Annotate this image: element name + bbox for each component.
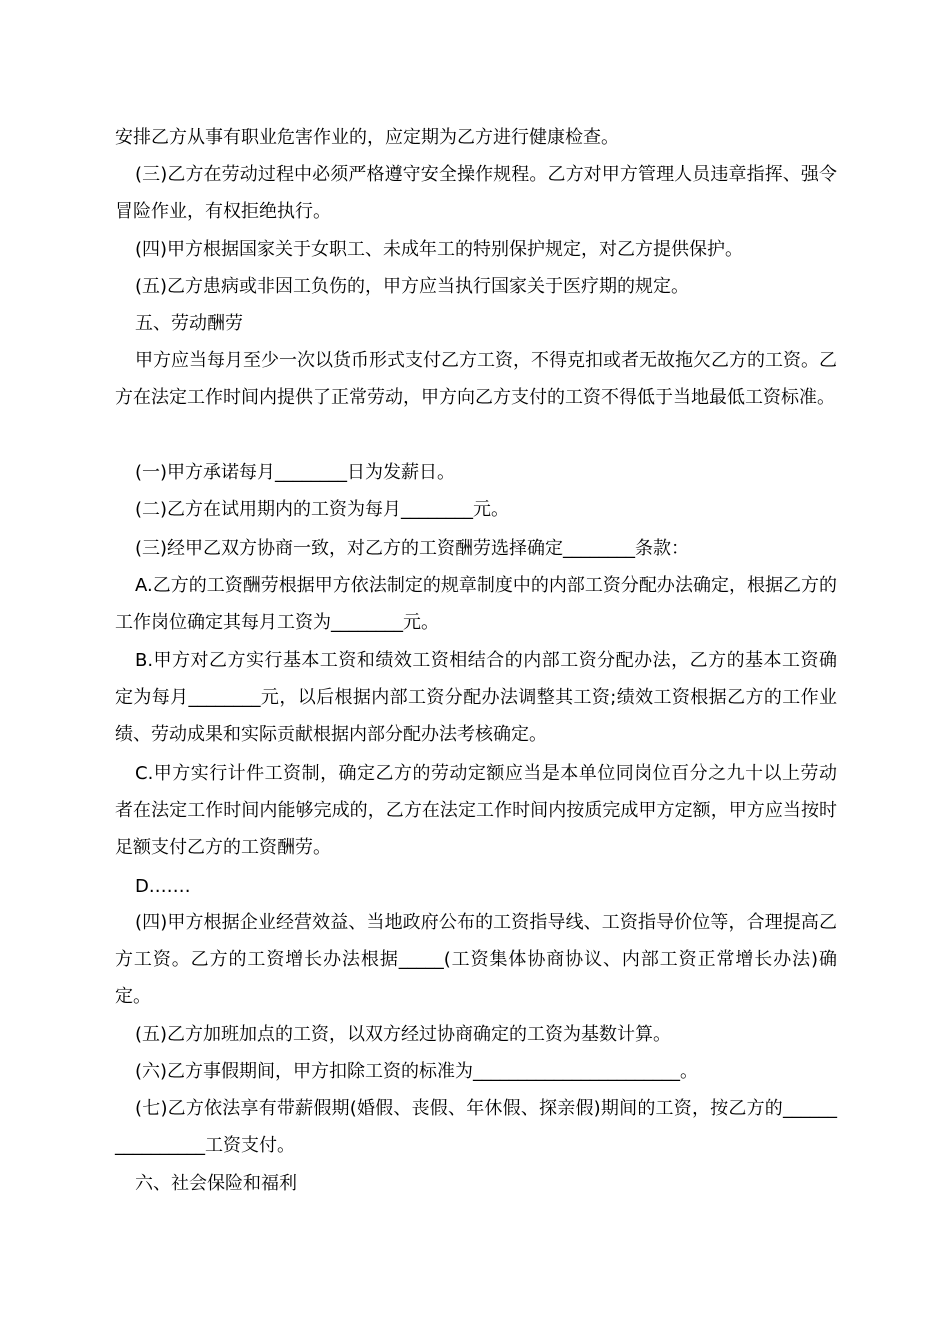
paragraph-female-protection: (四)甲方根据国家关于女职工、未成年工的特别保护规定，对乙方提供保护。 xyxy=(135,239,744,260)
paragraph-paid-leave: (七)乙方依法享有带薪假期(婚假、丧假、年休假、探亲假)期间的工资，按乙方的________________工资支付。 xyxy=(115,1098,837,1156)
paragraph-wage-option: (三)经甲乙双方协商一致，对乙方的工资酬劳选择确定________条款： xyxy=(135,538,690,559)
paragraph-option-c: C.甲方实行计件工资制，确定乙方的劳动定额应当是本单位同岗位百分之九十以上劳动者在法定工作时间内能够完成的，乙方在法定工作时间内按质完成甲方定额，甲方应当按时足额支付乙方的工资酬劳。 xyxy=(115,763,837,858)
paragraph-option-b: B.甲方对乙方实行基本工资和绩效工资相结合的内部工资分配办法，乙方的基本工资确定为每月________元，以后根据内部工资分配办法调整其工资;绩效工资根据乙方的工作业绩、劳动成果和实际贡献根据内部分配办法考核确定。 xyxy=(115,650,837,745)
paragraph-health-check: 安排乙方从事有职业危害作业的，应定期为乙方进行健康检查。 xyxy=(115,127,619,148)
paragraph-probation-wage: (二)乙方在试用期内的工资为每月________元。 xyxy=(135,499,510,520)
paragraph-wage-increase: (四)甲方根据企业经营效益、当地政府公布的工资指导线、工资指导价位等，合理提高乙方工资。乙方的工资增长办法根据_____(工资集体协商协议、内部工资正常增长办法)确定。 xyxy=(115,912,837,1007)
paragraph-safety-rules: (三)乙方在劳动过程中必须严格遵守安全操作规程。乙方对甲方管理人员违章指挥、强令冒险作业，有权拒绝执行。 xyxy=(115,164,837,222)
paragraph-wage-payment: 甲方应当每月至少一次以货币形式支付乙方工资，不得克扣或者无故拖欠乙方的工资。乙方在法定工作时间内提供了正常劳动，甲方向乙方支付的工资不得低于当地最低工资标准。 xyxy=(115,350,837,408)
paragraph-overtime-wage: (五)乙方加班加点的工资，以双方经过协商确定的工资为基数计算。 xyxy=(135,1024,672,1045)
section-heading-social-insurance: 六、社会保险和福利 xyxy=(135,1173,297,1194)
paragraph-payday: (一)甲方承诺每月________日为发薪日。 xyxy=(135,462,456,483)
paragraph-medical-period: (五)乙方患病或非因工负伤的，甲方应当执行国家关于医疗期的规定。 xyxy=(135,276,690,297)
paragraph-leave-deduction: (六)乙方事假期间，甲方扣除工资的标准为_______________________。 xyxy=(135,1061,699,1082)
paragraph-option-d: D.…… xyxy=(135,876,191,897)
section-heading-remuneration: 五、劳动酬劳 xyxy=(135,313,243,334)
paragraph-option-a: A.乙方的工资酬劳根据甲方依法制定的规章制度中的内部工资分配办法确定，根据乙方的工作岗位确定其每月工资为________元。 xyxy=(115,575,837,633)
